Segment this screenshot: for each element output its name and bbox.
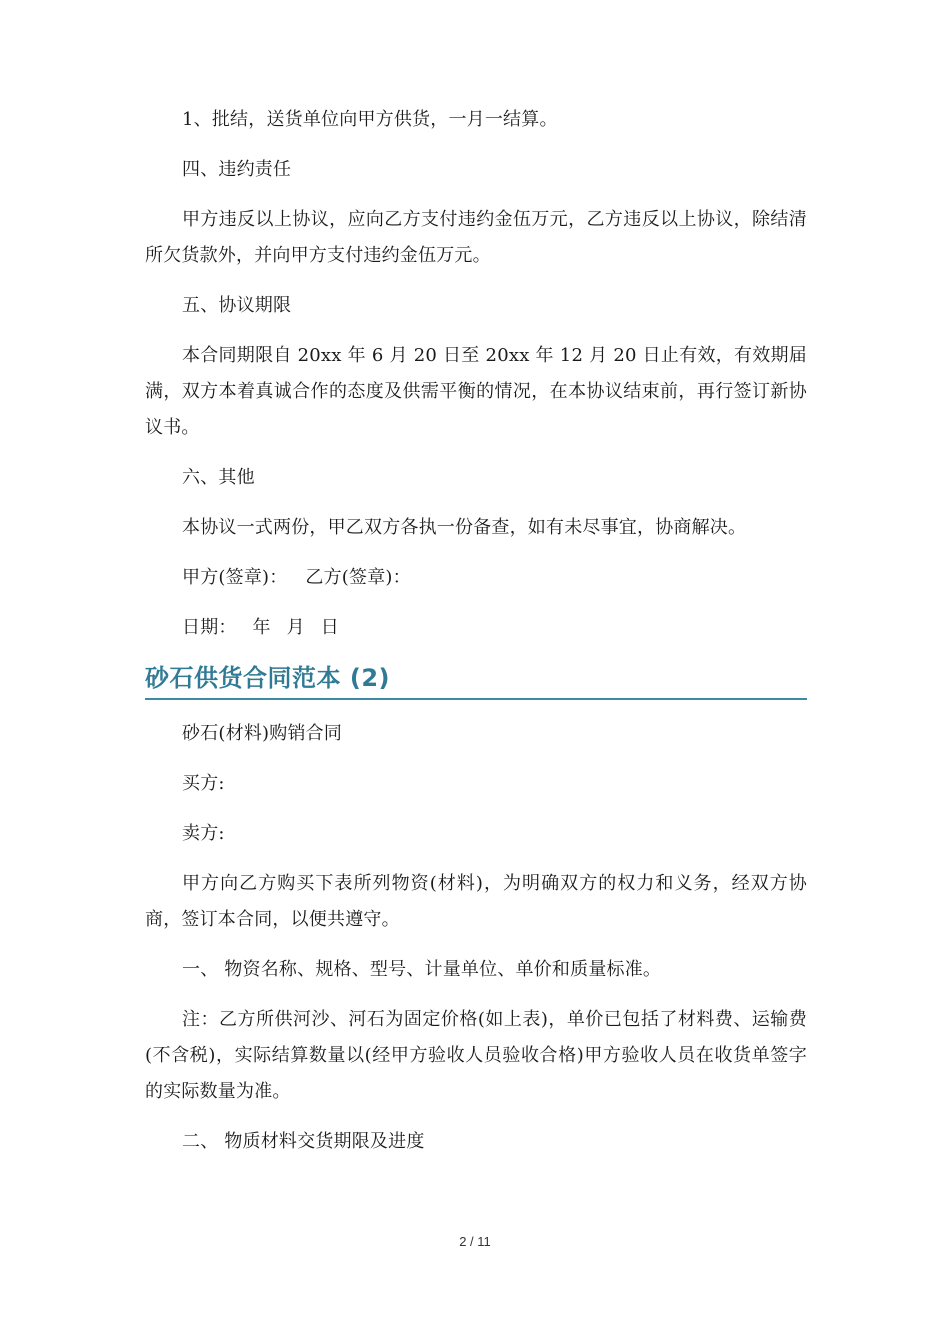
intro-paragraph: 甲方向乙方购买下表所列物资(材料)，为明确双方的权力和义务，经双方协商，签订本合同，以便共遵守。 (145, 873, 807, 930)
clause-settlement: 1、批结，送货单位向甲方供货，一月一结算。 (182, 109, 558, 130)
buyer-line: 买方: (182, 773, 225, 794)
section-heading: 砂石供货合同范本 (2) (145, 660, 807, 700)
page-number: 2 / 11 (459, 1234, 491, 1249)
heading-other: 六、其他 (182, 467, 255, 488)
heading-breach-liability: 四、违约责任 (182, 159, 292, 180)
item-delivery: 二、 物质材料交货期限及进度 (182, 1131, 425, 1152)
signature-party-a: 甲方(签章)： (182, 567, 288, 588)
date-label: 日期： (182, 617, 237, 638)
document-body (145, 102, 807, 1160)
signature-party-b: 乙方(签章)： (305, 567, 411, 588)
price-note: 注：乙方所供河沙、河石为固定价格(如上表)，单价已包括了材料费、运输费(不含税)，实际结算数量以(经甲方验收人员验收合格)甲方验收人员在收货单签字的实际数量为准。 (145, 1009, 807, 1102)
clause-term: 本合同期限自 20xx 年 6 月 20 日至 20xx 年 12 月 20 日止有效，有效期届满，双方本着真诚合作的态度及供需平衡的情况，在本协议结束前，再行签订新协议书。 (145, 345, 807, 438)
contract-title: 砂石(材料)购销合同 (182, 723, 343, 744)
date-day: 日 (320, 617, 339, 638)
item-materials: 一、 物资名称、规格、型号、计量单位、单价和质量标准。 (182, 959, 662, 980)
clause-breach: 甲方违反以上协议，应向乙方支付违约金伍万元，乙方违反以上协议，除结清所欠货款外，并向甲方支付违约金伍万元。 (145, 209, 807, 266)
clause-copies: 本协议一式两份，甲乙双方各执一份备查，如有未尽事宜，协商解决。 (182, 517, 747, 538)
seller-line: 卖方: (182, 823, 225, 844)
heading-term: 五、协议期限 (182, 295, 292, 316)
date-row (145, 610, 807, 646)
date-month: 月 (286, 617, 305, 638)
signature-row (145, 560, 807, 596)
date-year: 年 (252, 617, 271, 638)
